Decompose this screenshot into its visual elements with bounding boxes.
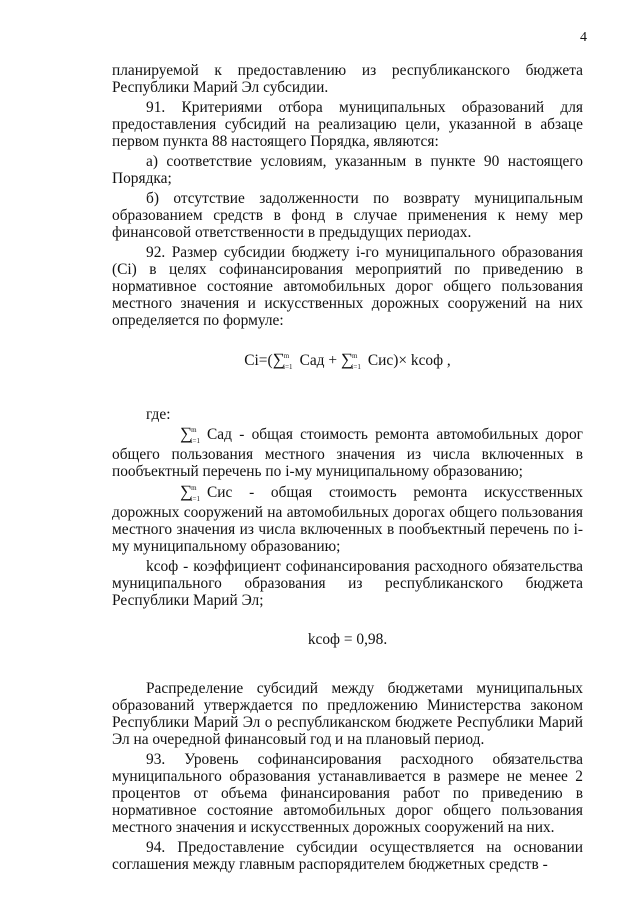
- coefficient-formula: kсоф = 0,98.: [307, 631, 388, 648]
- paragraph-distribution: Распределение субсидий между бюджетами муниципальных образований утверждается по предложению Министерства законом Республики Марий Эл о республиканском бюджете Республики Марий Эл на очередной финансовый год и на плановый период.: [112, 680, 583, 748]
- definition-sad: ∑$^m_{i=1}$ Сад - общая стоимость ремонта автомобильных дорог общего пользования местного значения из числа включенных в пообъектный перечень по i-му муниципальному образованию;: [112, 424, 583, 480]
- paragraph-93: 93. Уровень софинансирования расходного обязательства муниципального образования устанавливается в размере не менее 2 процентов от объема финансирования работ по приведению в нормативное состояние автомобильных дорог общего пользования местного значения и искусственных дорожных сооружений на них.: [112, 751, 583, 836]
- formula-lhs: Ci=(: [244, 352, 273, 370]
- formula-plus: +: [324, 352, 341, 370]
- sum-sis: ∑$^m_{i=1}$: [340, 350, 361, 371]
- definition-sis: ∑$^m_{i=1}$ Сис - общая стоимость ремонта искусственных дорожных сооружений на автомобильных дорогах общего пользования местного значения из числа включенных в пообъектный перечень по i-му муниципальному образованию;: [112, 482, 583, 555]
- paragraph-91-a: а) соответствие условиям, указанным в пункте 90 настоящего Порядка;: [112, 153, 583, 187]
- paragraph-continuation: планируемой к предоставлению из республиканского бюджета Республики Марий Эл субсидии.: [112, 62, 583, 96]
- definition-kcof: kсоф - коэффициент софинансирования расходного обязательства муниципального образования из республиканского бюджета Республики Марий Эл;: [112, 558, 583, 609]
- sum-sad-inline: ∑$^m_{i=1}$: [180, 424, 200, 445]
- where-label: где:: [146, 406, 171, 423]
- paragraph-91-b: б) отсутствие задолженности по возврату муниципальным образованием средств в фонд в случае применения к нему мер финансовой ответственности в предыдущих периодах.: [112, 190, 583, 241]
- paragraph-92: 92. Размер субсидии бюджету i-го муниципального образования (Ci) в целях софинансирования мероприятий по приведению в нормативное состояние автомобильных дорог общего пользования местного значения и искусственных дорожных сооружений на них определяется по формуле:: [112, 244, 583, 329]
- sum-sis-inline: ∑$^m_{i=1}$: [180, 482, 200, 503]
- formula-rhs: )× kсоф ,: [393, 352, 451, 370]
- document-body: [112, 62, 583, 876]
- subsidy-formula: [112, 351, 583, 372]
- sum-sad: ∑$^m_{i=1}$: [272, 350, 293, 371]
- paragraph-91: 91. Критериями отбора муниципальных образований для предоставления субсидий на реализацию цели, указанной в абзаце первом пункта 88 настоящего Порядка, являются:: [112, 99, 583, 150]
- formula-term-sad: Сад: [299, 352, 325, 370]
- formula-term-sis: Сис: [367, 352, 394, 370]
- paragraph-94: 94. Предоставление субсидии осуществляется на основании соглашения между главным распорядителем бюджетных средств -: [112, 839, 583, 873]
- page-number: 4: [580, 30, 587, 45]
